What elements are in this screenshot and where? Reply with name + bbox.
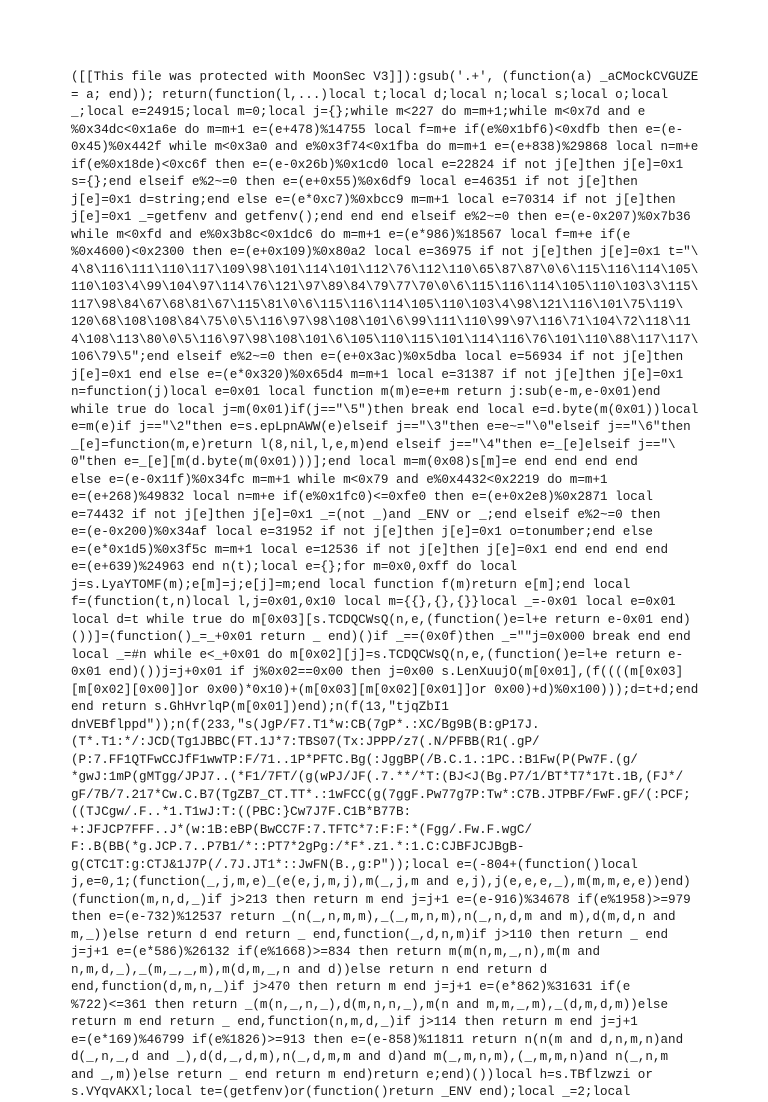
code-line: _[e]=function(m,e)return l(8,nil,l,e,m)end elseif j=="\4"then e=_[e]elseif j=="\: [71, 437, 676, 452]
code-line: dnVEBflppd"));n(f(233,"s(JgP/F7.T1*w:CB(7gP*.:XC/Bg9B(B:gP17J.: [71, 717, 540, 732]
code-line: gF/7B/7.217*Cw.C.B7(TgZB7_CT.TT*.:1wFCC(g(7ggF.Pw77g7P:Tw*:C7B.JTPBF/FwF.gF/(:PCF;: [71, 787, 691, 802]
code-line: 0x45)%0x442f while m<0x3a0 and e%0x3f74<0x1fba do m=m+1 e=(e+838)%29868 local n=m+e: [71, 140, 699, 154]
code-line: e=(e*169)%46799 if(e%1826)>=913 then e=(e-858)%11811 return n(n(m and d,n,m,n)and: [71, 1032, 684, 1047]
code-line: e=(e+639)%24963 end n(t);local e={};for m=0x0,0xff do local: [71, 560, 517, 574]
code-line: e=74432 if not j[e]then j[e]=0x1 _=(not _)and _ENV or _;end elseif e%2~=0 then: [71, 507, 661, 522]
code-line: e=(e*0x1d5)%0x3f5c m=m+1 local e=12536 if not j[e]then j[e]=0x1 end end end end: [71, 542, 669, 557]
code-line: end,function(d,m,n,_)if j>470 then return m end j=j+1 e=(e*862)%31631 if(e: [71, 980, 631, 994]
code-line: return m end return _ end,function(n,m,d,_)if j>114 then return m end j=j+1: [71, 1015, 638, 1029]
code-line: 110\103\4\99\104\97\114\76\121\97\89\84\79\77\70\0\6\115\116\114\105\110\103\3\115\: [71, 280, 699, 294]
code-line: n,m,d,_),_(m,_,_,m),m(d,m,_,n and d))else return n end return d: [71, 962, 548, 977]
code-line: s.VYqvAKXl;local te=(getfenv)or(function()return _ENV end);local _=2;local: [71, 1085, 631, 1099]
code-line: 4\108\113\80\0\5\116\97\98\108\101\6\105\110\115\101\114\116\76\101\110\88\117\117\: [71, 332, 699, 347]
code-line: e=(e+268)%49832 local n=m+e if(e%0x1fc0)<=0xfe0 then e=(e+0x2e8)%0x2871 local: [71, 490, 653, 504]
code-line: _;local e=24915;local m=0;local j={};while m<227 do m=m+1;while m<0x7d and e: [71, 105, 646, 119]
code-line: m,_))else return d end return _ end,function(_,d,n,m)if j>110 then return _ end: [71, 927, 669, 942]
code-line: 4\8\116\111\110\117\109\98\101\114\101\112\76\112\110\65\87\87\0\6\115\116\114\105\: [71, 262, 699, 277]
code-line: ())]=(function()_=_+0x01 return _ end)()if _==(0x0f)then _=""j=0x000 break end end: [71, 630, 691, 644]
code-line: %0x4600)<0x2300 then e=(e+0x109)%0x80a2 local e=36975 if not j[e]then j[e]=0x1 t="\: [71, 245, 699, 259]
code-line: 117\98\84\67\68\81\67\115\81\0\6\115\116\114\105\110\103\4\98\121\116\101\75\119\: [71, 297, 684, 312]
code-line: j,e=0,1;(function(_,j,m,e)_(e(e,j,m,j),m(_,j,m and e,j),j(e,e,e,_),m(m,m,e,e))end): [71, 875, 691, 889]
code-line: j[e]=0x1 _=getfenv and getfenv();end end end elseif e%2~=0 then e=(e-0x207)%0x7b36: [71, 210, 691, 224]
code-line: (P:7.FF1QTFwCCJfF1wwTP:F/71..1P*PFTC.Bg(:JggBP(/B.C.1.:1PC.:B1Fw(P(Pw7F.(g/: [71, 752, 638, 767]
code-line: j[e]=0x1 end else e=(e*0x320)%0x65d4 m=m+1 local e=31387 if not j[e]then j[e]=0x1: [71, 367, 684, 382]
code-line: ((TJCgw/.F..*1.T1wJ:T:((PBC:}Cw7J7F.C1B*B77B:: [71, 805, 412, 819]
code-line: (function(m,n,d,_)if j>213 then return m end j=j+1 e=(e-916)%34678 if(e%1958)>=979: [71, 892, 691, 907]
code-line: F:.B(BB(*g.JCP.7..P7B1/*::PT7*2gPg:/*F*.z1.*:1.C:CJBFJCJBgB-: [71, 840, 525, 854]
code-line: j=s.LyaYTOMF(m);e[m]=j;e[j]=m;end local function f(m)return e[m];end local: [71, 577, 631, 592]
code-line: 0"then e=_[e][m(d.byte(m(0x01)))];end local m=m(0x08)s[m]=e end end end end: [71, 455, 638, 469]
code-line: j=j+1 e=(e*586)%26132 if(e%1668)>=834 then return m(m(n,m,_,n),m(m and: [71, 945, 601, 959]
code-line: d(_,n,_,d and _),d(d,_,d,m),n(_,d,m,m and d)and m(_,m,n,m),(_,m,m,n)and n(_,n,m: [71, 1050, 669, 1064]
code-line: 0x01 end)())j=j+0x01 if j%0x02==0x00 then j=0x00 s.LenXuujO(m[0x01],(f((((m[0x03]: [71, 665, 684, 679]
code-line: (T*.T1:*/:JCD(Tg1JBBC(FT.1J*7:TBS07(Tx:JPPP/z7(.N/PFBB(R1(.gP/: [71, 735, 540, 749]
code-line: while true do local j=m(0x01)if(j=="\5")then break end local e=d.byte(m(0x01))local: [71, 402, 699, 417]
code-line: ([[This file was protected with MoonSec V3]]):gsub('.+', (function(a) _aCMockCVGUZE: [71, 70, 699, 84]
code-line: then e=(e-732)%12537 return _(n(_,n,m,m),_(_,m,n,m),n(_,n,d,m and m),d(m,d,n and: [71, 910, 676, 924]
code-line: = a; end)); return(function(l,...)local t;local d;local n;local s;local o;local: [71, 87, 669, 102]
code-line: else e=(e-0x11f)%0x34fc m=m+1 while m<0x79 and e%0x4432<0x2219 do m=m+1: [71, 472, 608, 487]
code-line: while m<0xfd and e%0x3b8c<0x1dc6 do m=m+1 e=(e*986)%18567 local f=m+e if(e: [71, 227, 631, 242]
code-line: n=function(j)local e=0x01 local function m(m)e=e+m return j:sub(e-m,e-0x01)end: [71, 385, 661, 399]
code-line: s={};end elseif e%2~=0 then e=(e+0x55)%0x6df9 local e=46351 if not j[e]then: [71, 175, 638, 189]
code-line: g(CTC1T:g:CTJ&1J7P(/.7J.JT1*::JwFN(B.,g:P"));local e=(-804+(function()local: [71, 857, 638, 872]
code-line: j[e]=0x1 d=string;end else e=(e*0xc7)%0xbcc9 m=m+1 local e=70314 if not j[e]then: [71, 192, 676, 207]
code-line: f=(function(t,n)local l,j=0x01,0x10 local m={{},{},{}}local _=-0x01 local e=0x01: [71, 595, 676, 609]
code-line: *gwJ:1mP(gMTgg/JPJ7..(*F1/7FT/(g(wPJ/JF(.7.**/*T:(BJ<J(Bg.P7/1/BT*T7*17t.1B,(FJ*/: [71, 770, 684, 784]
code-line: end return s.GhHvrlqP(m[0x01])end);n(f(13,"tjqZbI1: [71, 700, 449, 714]
obfuscated-lua-source: [71, 69, 711, 1102]
code-line: 106\79\5";end elseif e%2~=0 then e=(e+0x3ac)%0x5dba local e=56934 if not j[e]then: [71, 350, 684, 364]
code-line: %0x34dc<0x1a6e do m=m+1 e=(e+478)%14755 local f=m+e if(e%0x1bf6)<0xdfb then e=(e-: [71, 122, 684, 137]
code-line: and _,m))else return _ end return m end)return e;end)())local h=s.TBflzwzi or: [71, 1067, 653, 1082]
code-line: e=(e-0x200)%0x34af local e=31952 if not j[e]then j[e]=0x1 o=tonumber;end else: [71, 525, 653, 539]
code-line: %722)<=361 then return _(m(n,_,n,_),d(m,n,n,_),m(n and m,m,_,m),_(d,m,d,m))else: [71, 997, 669, 1012]
code-line: e=m(e)if j=="\2"then e=s.epLpnAWW(e)elseif j=="\3"then e=e~="\0"elseif j=="\6"then: [71, 420, 691, 434]
code-line: local d=t while true do m[0x03][s.TCDQCWsQ(n,e,(function()e=l+e return e-0x01 end): [71, 612, 691, 627]
code-line: +:JFJCP7FFF..J*(w:1B:eBP(BwCC7F:7.TFTC*7:F:F:*(Fgg/.Fw.F.wgC/: [71, 822, 533, 837]
code-line: [m[0x02][0x00]]or 0x00)*0x10)+(m[0x03][m[0x02][0x01]]or 0x00)+d)%0x100)));d=t+d;end: [71, 682, 699, 697]
code-line: local _=#n while e<_+0x01 do m[0x02][j]=s.TCDQCWsQ(n,e,(function()e=l+e return e-: [71, 647, 684, 662]
code-line: 120\68\108\108\84\75\0\5\116\97\98\108\101\6\99\111\110\99\97\116\71\104\72\118\11: [71, 315, 691, 329]
code-line: if(e%0x18de)<0xc6f then e=(e-0x26b)%0x1cd0 local e=22824 if not j[e]then j[e]=0x1: [71, 157, 684, 172]
